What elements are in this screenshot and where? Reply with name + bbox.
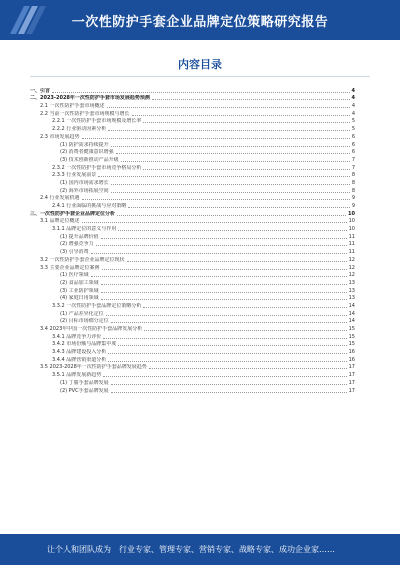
toc-entry-text: 2.3.3 行业发展前景 xyxy=(52,172,97,179)
toc-entry[interactable] xyxy=(30,171,355,179)
footer-slogan xyxy=(47,534,335,565)
toc-entry-page: 13 xyxy=(348,295,355,302)
toc-entry-text: 3.4.2 市场份额与品牌集中度 xyxy=(52,341,117,348)
toc-leader-dots xyxy=(107,107,350,108)
toc-leader-dots xyxy=(111,392,347,393)
toc-entry-page: 13 xyxy=(348,287,355,294)
toc-leader-dots xyxy=(101,284,347,285)
toc-entry[interactable] xyxy=(30,86,355,94)
toc-entry-page: 5 xyxy=(351,126,355,133)
toc-entry-page: 11 xyxy=(348,249,355,256)
toc-leader-dots xyxy=(82,222,347,223)
toc-entry-page: 4 xyxy=(351,95,355,102)
toc-entry-text: 2.3 市场发展趋势 xyxy=(40,133,80,140)
toc-entry-page: 10 xyxy=(348,226,355,233)
toc-entry-text: 2.4.1 行业面临的挑战与应对策略 xyxy=(52,203,127,209)
toc-entry[interactable] xyxy=(30,240,355,248)
toc-leader-dots xyxy=(132,115,350,116)
toc-entry[interactable] xyxy=(30,386,355,394)
toc-entry[interactable] xyxy=(30,255,355,263)
toc-entry[interactable] xyxy=(30,340,355,348)
toc-leader-dots xyxy=(118,230,346,231)
report-title: 一次性防护手套企业品牌定位策略研究报告 xyxy=(71,14,329,30)
toc-title: 内容目录 xyxy=(178,58,222,71)
toc-entry-text: 2.3.2 一次性防护手套市场竞争格局分析 xyxy=(52,164,142,171)
footer-prefix: 让个人和团队成为 xyxy=(47,545,111,554)
toc-entry-page: 8 xyxy=(351,179,355,186)
toc-leader-dots xyxy=(111,184,350,185)
toc-entry-text: (2) PVC手套品牌发展 xyxy=(60,387,109,394)
toc-leader-dots xyxy=(143,307,346,308)
toc-leader-dots xyxy=(108,361,346,362)
toc-entry-text: (1) 国内市场需求增长 xyxy=(60,179,109,186)
toc-entry[interactable] xyxy=(30,301,355,309)
toc-entry[interactable] xyxy=(30,109,355,117)
toc-leader-dots xyxy=(127,261,347,262)
toc-entry-page: 6 xyxy=(351,149,355,156)
toc-entry-text: 3.3 主要企业品牌定位案例 xyxy=(40,264,100,271)
toc-entry[interactable] xyxy=(30,332,355,340)
toc-entry-page: 8 xyxy=(351,172,355,179)
toc-entry-page: 11 xyxy=(348,233,355,240)
toc-leader-dots xyxy=(152,99,350,100)
toc-entry[interactable] xyxy=(30,209,355,217)
toc-entry-page: 10 xyxy=(348,210,355,217)
toc-entry-page: 4 xyxy=(351,110,355,117)
toc-entry-page: 12 xyxy=(348,264,355,271)
toc-entry-page: 8 xyxy=(351,187,355,194)
header-band xyxy=(0,0,400,40)
toc-entry-text: (4) 家庭日用领域 xyxy=(60,295,99,302)
toc-entry-page: 9 xyxy=(351,195,355,202)
toc-entry-page: 14 xyxy=(348,310,355,317)
toc-entry-text: 3.1.1 品牌定位的意义与作用 xyxy=(52,226,117,233)
toc-entry-page: 12 xyxy=(348,272,355,279)
toc-entry-page: 4 xyxy=(351,103,355,110)
toc-entry[interactable] xyxy=(30,378,355,386)
toc-entry[interactable] xyxy=(30,117,355,125)
toc-entry[interactable] xyxy=(30,132,355,140)
toc-entry-text: (1) 产品差异化定位 xyxy=(60,310,104,317)
toc-entry-text: 三、一次性防护手套企业品牌定位分析 xyxy=(30,210,116,217)
toc-entry-page: 12 xyxy=(348,256,355,263)
toc-leader-dots xyxy=(91,276,347,277)
toc-entry-page: 4 xyxy=(351,87,355,94)
toc-leader-dots xyxy=(116,153,350,154)
toc-entry-page: 14 xyxy=(348,318,355,325)
toc-entry-page: 17 xyxy=(348,364,355,371)
toc-leader-dots xyxy=(82,199,350,200)
toc-entry[interactable] xyxy=(30,140,355,148)
toc-leader-dots xyxy=(96,245,347,246)
toc-leader-dots xyxy=(143,122,349,123)
toc-entry-page: 15 xyxy=(348,333,355,340)
toc-entry-page: 15 xyxy=(348,326,355,332)
toc-entry-page: 16 xyxy=(348,356,355,363)
toc-entry-text: (2) 目标市场细分定位 xyxy=(60,318,109,325)
toc-entry[interactable] xyxy=(30,347,355,355)
toc-entry[interactable] xyxy=(30,186,355,194)
toc-entry-text: 3.3.2 一次性防护手套品牌定位策略分析 xyxy=(52,302,142,309)
toc-entry-text: 3.5.1 品牌发展新趋势 xyxy=(52,372,102,379)
toc-entry[interactable] xyxy=(30,124,355,132)
toc-entry-text: (2) 海外市场拓展空间 xyxy=(60,187,109,194)
toc-entry[interactable] xyxy=(30,194,355,202)
toc-entry-text: 3.5 2023-2028年一次性防护手套品牌发展趋势 xyxy=(40,364,147,371)
toc-entry-text: 3.4.4 品牌营销渠道分析 xyxy=(52,356,107,363)
toc-entry[interactable] xyxy=(30,155,355,163)
toc-entry[interactable] xyxy=(30,278,355,286)
title-divider xyxy=(30,76,370,77)
toc-entry-text: (3) 引导消费 xyxy=(60,249,89,256)
toc-entry-page: 16 xyxy=(348,349,355,356)
toc-entry[interactable] xyxy=(30,232,355,240)
toc-leader-dots xyxy=(149,368,347,369)
toc-entry-page: 7 xyxy=(351,156,355,163)
toc-entry[interactable] xyxy=(30,355,355,363)
toc-leader-dots xyxy=(103,376,346,377)
toc-leader-dots xyxy=(101,238,347,239)
toc-entry-page: 15 xyxy=(348,341,355,348)
toc-entry-text: (1) 丁腈手套品牌发展 xyxy=(60,379,109,386)
toc-leader-dots xyxy=(52,92,350,93)
toc-entry-text: 2.2.2 行业驱动因素分析 xyxy=(52,126,107,133)
toc-entry[interactable] xyxy=(30,370,355,378)
toc-leader-dots xyxy=(106,315,347,316)
toc-entry-text: 3.4.1 品牌竞争力评价 xyxy=(52,333,102,340)
toc-entry-page: 10 xyxy=(348,218,355,225)
footer-roles: 行业专家、管理专家、营销专家、战略专家、成功企业家…… xyxy=(119,545,335,554)
toc-leader-dots xyxy=(98,176,350,177)
toc-entry-page: 17 xyxy=(348,387,355,394)
toc-entry[interactable] xyxy=(30,317,355,325)
toc-leader-dots xyxy=(143,169,349,170)
toc-leader-dots xyxy=(128,207,349,208)
toc-entry-page: 6 xyxy=(351,133,355,140)
toc-entry-text: 2.1 一次性防护手套市场概述 xyxy=(40,103,105,110)
toc-entry[interactable] xyxy=(30,309,355,317)
toc-entry[interactable] xyxy=(30,201,355,209)
toc-entry-text: 二、2023-2028年一次性防护手套市场发展趋势预测 xyxy=(30,95,150,102)
toc-leader-dots xyxy=(108,353,346,354)
toc-entry-page: 5 xyxy=(351,118,355,125)
toc-leader-dots xyxy=(111,192,350,193)
toc-leader-dots xyxy=(102,269,347,270)
toc-leader-dots xyxy=(111,322,347,323)
toc-entry[interactable] xyxy=(30,286,355,294)
toc-entry-text: 3.2 一次性防护手套企业品牌定位现状 xyxy=(40,256,125,263)
toc-entry[interactable] xyxy=(30,94,355,102)
toc-entry-page: 11 xyxy=(348,241,355,248)
toc-leader-dots xyxy=(108,130,350,131)
toc-entry-text: (1) 防护需求持续提升 xyxy=(60,141,109,148)
footer-band xyxy=(0,534,400,565)
toc-entry-text: (1) 医疗领域 xyxy=(60,272,89,279)
toc-entry-page: 14 xyxy=(348,302,355,309)
toc-entry-text: 3.4 2023年中国一次性防护手套品牌发展分析 xyxy=(40,326,143,332)
toc-entry[interactable] xyxy=(30,224,355,232)
toc-entry[interactable] xyxy=(30,294,355,302)
toc-entry-text: (2) 消费者健康意识增强 xyxy=(60,149,114,156)
toc-entry[interactable] xyxy=(30,324,355,332)
toc-leader-dots xyxy=(101,292,347,293)
toc-entry[interactable] xyxy=(30,263,355,271)
toc-entry-page: 13 xyxy=(348,279,355,286)
toc-leader-dots xyxy=(103,338,346,339)
toc-entry[interactable] xyxy=(30,271,355,279)
toc-entry-text: (1) 提升品牌价值 xyxy=(60,233,99,240)
toc-entry-text: 3.4.3 品牌建设投入分析 xyxy=(52,349,107,356)
toc-entry[interactable] xyxy=(30,363,355,371)
toc-leader-dots xyxy=(91,253,347,254)
toc-entry-text: 一、引言 xyxy=(30,87,51,94)
toc-entry[interactable] xyxy=(30,217,355,225)
toc-entry-page: 9 xyxy=(351,203,355,209)
table-of-contents xyxy=(30,86,355,394)
toc-leader-dots xyxy=(101,299,347,300)
toc-entry[interactable] xyxy=(30,163,355,171)
toc-entry-page: 17 xyxy=(348,379,355,386)
toc-entry[interactable] xyxy=(30,247,355,255)
toc-entry[interactable] xyxy=(30,178,355,186)
toc-entry-text: (2) 增强竞争力 xyxy=(60,241,94,248)
toc-entry-text: 2.2.1 一次性防护手套市场规模及增长率 xyxy=(52,118,142,125)
toc-leader-dots xyxy=(117,215,346,216)
toc-entry[interactable] xyxy=(30,101,355,109)
toc-entry-text: (3) 工业防护领域 xyxy=(60,287,99,294)
toc-entry-text: (3) 技术创新推动产品升级 xyxy=(60,156,119,163)
toc-entry-page: 6 xyxy=(351,141,355,148)
toc-leader-dots xyxy=(111,146,350,147)
logo-icon xyxy=(8,4,48,36)
toc-entry-text: 2.4 行业发展机遇 xyxy=(40,195,80,202)
toc-entry-text: 2.2 当前一次性防护手套市场规模与增长 xyxy=(40,110,130,117)
toc-leader-dots xyxy=(82,138,350,139)
toc-leader-dots xyxy=(121,161,350,162)
toc-leader-dots xyxy=(144,330,346,331)
toc-entry-text: (2) 食品加工领域 xyxy=(60,279,99,286)
toc-entry-page: 7 xyxy=(351,164,355,171)
toc-entry-text: 3.1 品牌定位概述 xyxy=(40,218,80,225)
toc-leader-dots xyxy=(118,345,346,346)
toc-entry-page: 17 xyxy=(348,372,355,379)
toc-entry[interactable] xyxy=(30,148,355,156)
toc-leader-dots xyxy=(111,384,347,385)
